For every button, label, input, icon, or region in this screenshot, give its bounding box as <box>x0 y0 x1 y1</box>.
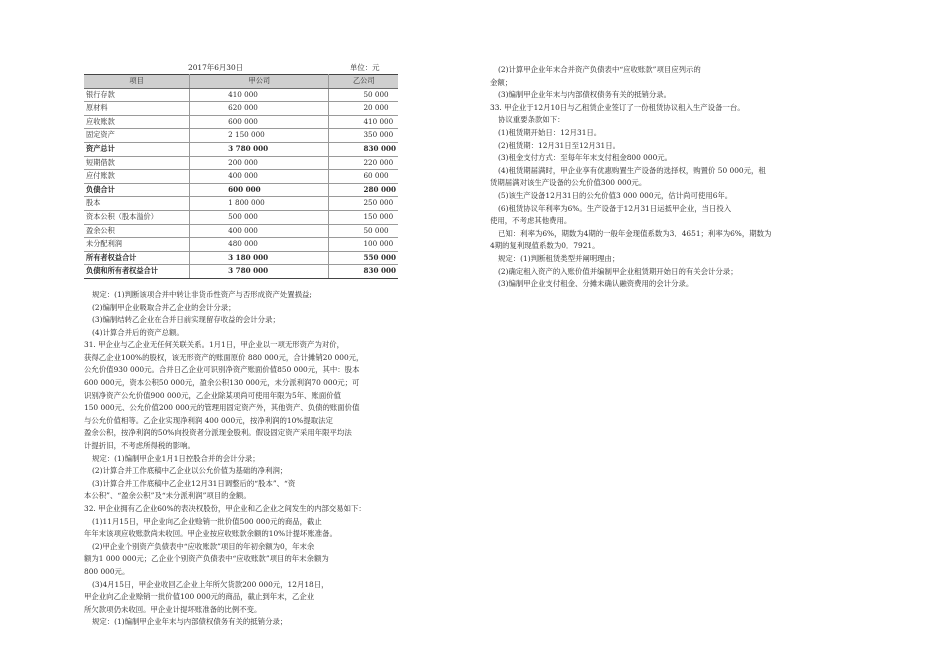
row-item: 资本公积（股本溢价） <box>84 210 190 224</box>
row-company-a: 3 780 000 <box>190 142 329 156</box>
right-column <box>490 64 820 291</box>
table-header-row <box>84 75 398 89</box>
text-line: 盈余公积，按净利润的50%向投资者分派现金股利。假设固定资产采用年限平均法 <box>84 428 352 438</box>
text-line: (4)租赁期届满时，甲企业享有优惠购置生产设备的选择权，购置价 50 000元，租 <box>498 165 766 175</box>
header-company-a: 甲公司 <box>190 75 329 89</box>
text-line: (3)编制甲企业支付租金、分摊未确认融资费用的会计分录。 <box>498 279 694 289</box>
text-line: 公允价值930 000元。合并日乙企业可识别净资产账面价值850 000元，其中：股本 <box>84 365 360 375</box>
row-company-a: 1 800 000 <box>190 197 329 211</box>
row-company-b: 830 000 <box>329 265 398 279</box>
text-line: 31. 甲企业与乙企业无任何关联关系。1月1日，甲企业以一项无形资产为对价， <box>84 340 345 350</box>
text-line: 与公允价值相等。乙企业实现净利润 400 000元，按净利润的10%提取法定 <box>84 415 333 425</box>
text-line: (1)租赁期开始日：12月31日。 <box>498 127 602 137</box>
text-line: 600 000元，资本公积50 000元，盈余公积130 000元，未分派利润70 000元；可 <box>84 378 360 388</box>
row-company-b: 150 000 <box>329 210 398 224</box>
text-line: 计提折旧，不考虑所得税的影响。 <box>84 441 195 451</box>
text-line: 规定：(1)编制甲企业1月1日控股合并的会计分录； <box>92 453 260 463</box>
table-caption <box>84 62 472 74</box>
text-line: (2)确定租入资产的入账价值并编制甲企业租赁期开始日的有关会计分录； <box>498 266 738 276</box>
row-company-a: 500 000 <box>190 210 329 224</box>
row-company-a: 400 000 <box>190 170 329 184</box>
text-line: (4)计算合并后的资产总额。 <box>92 327 184 337</box>
text-line: (6)租赁协议年利率为6%。生产设备于12月31日运抵甲企业，当日投入 <box>498 203 732 213</box>
row-company-b: 50 000 <box>329 224 398 238</box>
header-item: 项目 <box>84 75 190 89</box>
text-line: (2)计算合并工作底稿中乙企业以公允价值为基础的净利润； <box>92 466 288 476</box>
text-line: (2)租赁期：12月31日至12月31日。 <box>498 140 620 150</box>
table-date: 2017年6月30日 <box>188 63 244 72</box>
text-line: 甲企业向乙企业赊销一批价值100 000元的商品，截止到年末，乙企业 <box>84 592 315 602</box>
text-line: 规定：(1)判断租赁类型并阐明理由； <box>498 253 620 263</box>
text-line: (3)租金支付方式：至每年年末支付租金800 000元。 <box>498 153 673 163</box>
text-line: 金额； <box>490 77 513 87</box>
text-line: 所欠款项仍未收回。甲企业计提坏账准备的比例不变。 <box>84 604 262 614</box>
text-line: 32. 甲企业拥有乙企业60%的表决权股份，甲企业和乙企业之间发生的内部交易如下： <box>84 504 366 513</box>
row-company-b: 100 000 <box>329 238 398 252</box>
text-line: 33. 甲企业于12月10日与乙租赁企业签订了一份租赁协议租入生产设备一台。 <box>490 102 745 112</box>
row-item: 负债合计 <box>84 183 190 197</box>
row-item: 应付账款 <box>84 170 190 184</box>
row-company-a: 3 780 000 <box>190 265 329 279</box>
text-line: 使用，不考虑其他费用。 <box>490 216 572 226</box>
table-row <box>84 102 398 116</box>
row-company-a: 200 000 <box>190 156 329 170</box>
balance-sheet-table <box>84 74 398 279</box>
text-line: 额为1 000 000元；乙企业个别资产负债表中“应收账款”项目的年末余额为 <box>84 554 329 564</box>
table-row <box>84 183 398 197</box>
table-unit: 单位：元 <box>350 63 380 72</box>
row-company-a: 600 000 <box>190 183 329 197</box>
text-line: 800 000元。 <box>84 566 130 576</box>
left-column <box>84 62 472 629</box>
row-company-b: 220 000 <box>329 156 398 170</box>
row-company-a: 600 000 <box>190 115 329 129</box>
row-company-b: 280 000 <box>329 183 398 197</box>
row-company-b: 550 000 <box>329 251 398 265</box>
table-row <box>84 170 398 184</box>
text-line: (2)甲企业个别资产负债表中“应收账款”项目的年初余额为0，年末余 <box>92 541 315 551</box>
table-row <box>84 88 398 102</box>
row-company-a: 480 000 <box>190 238 329 252</box>
row-company-b: 830 000 <box>329 142 398 156</box>
row-company-b: 20 000 <box>329 102 398 116</box>
row-company-a: 400 000 <box>190 224 329 238</box>
table-row <box>84 265 398 279</box>
text-line: (3)编制结转乙企业在合并日前实现留存收益的会计分录； <box>92 315 280 325</box>
row-company-b: 350 000 <box>329 129 398 143</box>
table-row <box>84 142 398 156</box>
row-item: 资产总计 <box>84 142 190 156</box>
row-item: 银行存款 <box>84 88 190 102</box>
row-company-b: 50 000 <box>329 88 398 102</box>
row-company-b: 410 000 <box>329 115 398 129</box>
row-item: 盈余公积 <box>84 224 190 238</box>
row-company-b: 60 000 <box>329 170 398 184</box>
text-line: 识别净资产公允价值900 000元，乙企业除某项尚可使用年限为5年、账面价值 <box>84 390 341 400</box>
text-line: 4期的复利现值系数为0．7921。 <box>490 241 600 251</box>
text-line: 150 000元、公允价值200 000元的管理用固定资产外，其他资产、负债的账面价值 <box>84 403 360 413</box>
table-row <box>84 115 398 129</box>
table-row <box>84 129 398 143</box>
text-line: 获得乙企业100%的股权，该无形资产的账面原价 880 000元，合计摊销20 000元， <box>84 352 364 362</box>
text-line: (2)计算甲企业年末合并资产负债表中“应收账款”项目应列示的 <box>498 65 701 74</box>
text-line: (2)编制甲企业吸取合并乙企业的会计分录； <box>92 302 236 312</box>
table-row <box>84 224 398 238</box>
left-text-block <box>84 289 472 629</box>
table-row <box>84 210 398 224</box>
row-company-a: 2 150 000 <box>190 129 329 143</box>
text-line: (3)计算合并工作底稿中乙企业12月31日调整后的“股本”、“资 <box>92 478 296 488</box>
text-line: (3)编制甲企业年末与内部债权债务有关的抵销分录。 <box>498 90 672 100</box>
row-item: 短期借款 <box>84 156 190 170</box>
text-line: (1)11月15日，甲企业向乙企业赊销一批价值500 000元的商品，截止 <box>92 516 322 526</box>
text-line: 年年末该项应收账款尚未收回。甲企业按应收账款余额的10%计提坏账准备。 <box>84 529 337 539</box>
row-company-a: 3 180 000 <box>190 251 329 265</box>
row-item: 负债和所有者权益合计 <box>84 265 190 279</box>
text-line: (3)4月15日，甲企业收回乙企业上年所欠货款200 000元，12月18日， <box>92 579 329 589</box>
row-company-a: 620 000 <box>190 102 329 116</box>
header-company-b: 乙公司 <box>329 75 398 89</box>
text-line: 本公积”、“盈余公积”及“未分派利润”项目的金额。 <box>84 491 251 501</box>
row-item: 所有者权益合计 <box>84 251 190 265</box>
table-row <box>84 156 398 170</box>
right-text-block <box>490 64 820 291</box>
row-company-a: 410 000 <box>190 88 329 102</box>
row-item: 股本 <box>84 197 190 211</box>
table-row <box>84 251 398 265</box>
text-line: 协议重要条款如下： <box>498 115 565 125</box>
table-row <box>84 238 398 252</box>
row-item: 未分配利润 <box>84 238 190 252</box>
text-line: 规定：(1)判断该项合并中转让非货币性资产与否形成资产处置损益; <box>92 289 312 299</box>
text-line: (5)该生产设备12月31日的公允价值3 000 000元，估计尚可使用6年。 <box>498 190 733 200</box>
row-item: 原材料 <box>84 102 190 116</box>
row-company-b: 250 000 <box>329 197 398 211</box>
table-row <box>84 197 398 211</box>
text-line: 已知：利率为6%，期数为4期的一般年金现值系数为3．4651；利率为6%，期数为 <box>498 228 772 238</box>
text-line: 规定：(1)编制甲企业年末与内部债权债务有关的抵销分录； <box>92 617 288 627</box>
row-item: 固定资产 <box>84 129 190 143</box>
row-item: 应收账款 <box>84 115 190 129</box>
text-line: 赁期届满对该生产设备的公允价值300 000元。 <box>490 178 647 188</box>
